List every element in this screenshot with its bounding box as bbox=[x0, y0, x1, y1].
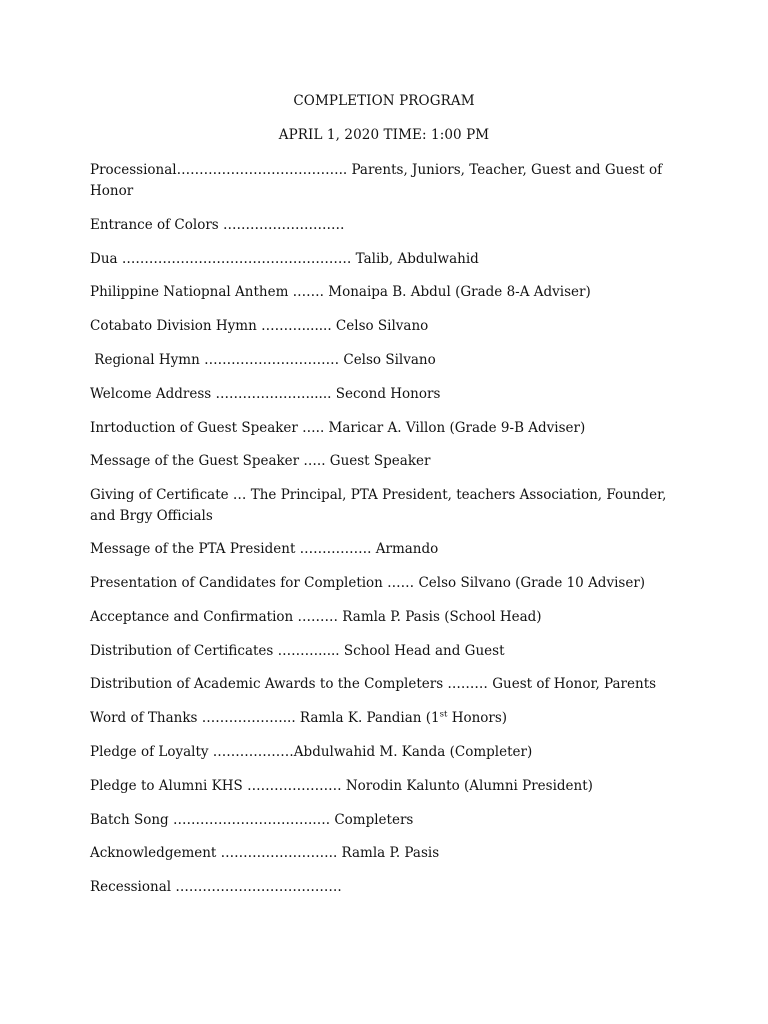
program-item-pledge-to-alumni: Pledge to Alumni KHS ………………… Norodin Kalunto (Alumni President) bbox=[90, 777, 593, 794]
program-item-guest-speaker-message: Message of the Guest Speaker ….. Guest Speaker bbox=[90, 453, 431, 470]
program-item-dua: Dua …………………………………………… Talib, Abdulwahid bbox=[90, 250, 479, 267]
program-item-processional: Processional……………………………….. Parents, Juniors, Teacher, Guest and Guest of Honor bbox=[90, 162, 663, 199]
program-item-recessional: Recessional ………………………………. bbox=[90, 879, 342, 896]
program-item-batch-song: Batch Song ………………………….…. Completers bbox=[90, 811, 414, 828]
program-item-candidates-presentation: Presentation of Candidates for Completion …… Celso Silvano (Grade 10 Adviser) bbox=[90, 574, 646, 591]
program-item-entrance-of-colors: Entrance of Colors ……………………… bbox=[90, 216, 345, 233]
program-item-academic-awards: Distribution of Academic Awards to the Completers ……… Guest of Honor, Parents bbox=[90, 676, 657, 693]
program-title: COMPLETION PROGRAM bbox=[293, 93, 475, 109]
program-item-word-of-thanks bbox=[90, 708, 680, 729]
program-date-time: APRIL 1, 2020 TIME: 1:00 PM bbox=[278, 127, 490, 143]
program-item-pta-message: Message of the PTA President ……………. Armando bbox=[90, 541, 439, 558]
program-item-pledge-of-loyalty: Pledge of Loyalty ………………Abdulwahid M. Kanda (Completer) bbox=[90, 743, 533, 760]
word-of-thanks-superscript: st bbox=[439, 709, 448, 720]
program-item-welcome-address: Welcome Address …………………..... Second Honors bbox=[90, 385, 441, 402]
program-list bbox=[90, 160, 680, 911]
program-item-acceptance-confirmation: Acceptance and Confirmation ……… Ramla P. Pasis (School Head) bbox=[90, 608, 542, 625]
program-item-acknowledgement: Acknowledgement …………………….. Ramla P. Pasis bbox=[90, 845, 440, 862]
program-item-giving-of-certificate: Giving of Certificate … The Principal, PTA President, teachers Association, Founder, and Brgy Officials bbox=[90, 487, 667, 525]
word-of-thanks-text: Word of Thanks ………………... Ramla K. Pandian (1 bbox=[90, 710, 440, 727]
program-item-division-hymn: Cotabato Division Hymn ………....... Celso Silvano bbox=[90, 318, 429, 335]
program-item-guest-speaker-intro: Inrtoduction of Guest Speaker ….. Maricar A. Villon (Grade 9-B Adviser) bbox=[90, 419, 586, 436]
program-item-regional-hymn: Regional Hymn ………………………… Celso Silvano bbox=[90, 351, 436, 368]
program-item-national-anthem: Philippine Natiopnal Anthem ……. Monaipa B. Abdul (Grade 8-A Adviser) bbox=[90, 284, 591, 301]
program-item-distribution-certificates: Distribution of Certificates ………..... School Head and Guest bbox=[90, 642, 505, 659]
word-of-thanks-tail: Honors) bbox=[447, 710, 508, 727]
